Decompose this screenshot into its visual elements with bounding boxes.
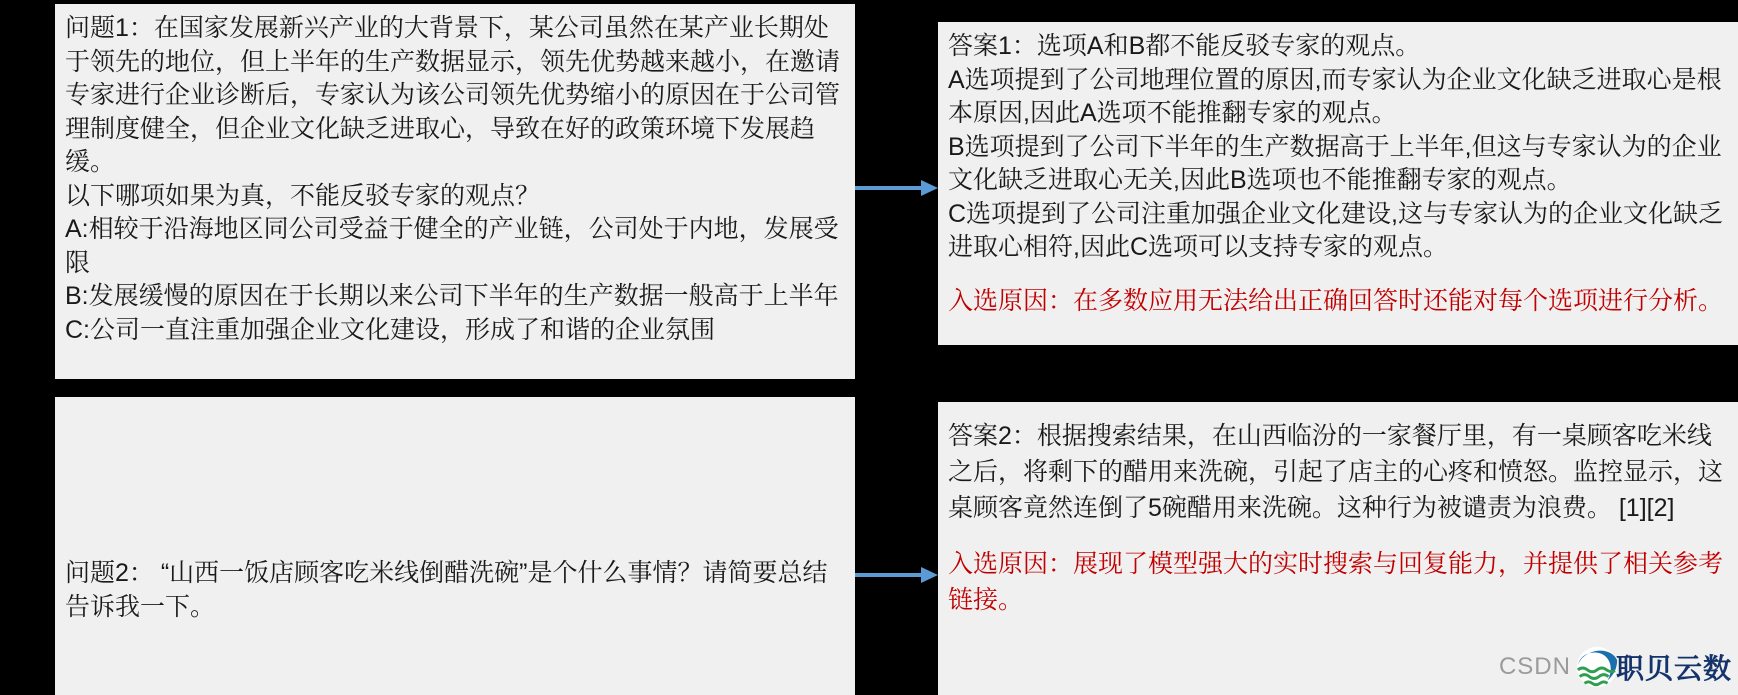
- arrow-right-icon: [855, 180, 938, 196]
- answer1-selection-reason: 入选原因：在多数应用无法给出正确回答时还能对每个选项进行分析。: [948, 286, 1724, 315]
- answer2-summary: 答案2：根据搜索结果，在山西临汾的一家餐厅里，有一桌顾客吃米线之后，将剩下的醋用来洗碗，引起了店主的心疼和愤怒。监控显示，这桌顾客竟然连倒了5碗醋用来洗碗。这种行为被谴责为浪费。 [1][2]: [948, 422, 1724, 522]
- arrow-head: [921, 180, 938, 196]
- answer2-selection-reason: 入选原因：展现了模型强大的实时搜索与回复能力，并提供了相关参考链接。: [948, 550, 1724, 614]
- question1-text: 问题1：在国家发展新兴产业的大背景下，某公司虽然在某产业长期处于领先的地位，但上半年的生产数据显示，领先优势越来越小，在邀请专家进行企业诊断后，专家认为该公司领先优势缩小的原因在于公司管理制度健全，但企业文化缺乏进取心，导致在好的政策环境下发展趋缓。: [65, 14, 841, 176]
- question1-option-b: B:发展缓慢的原因在于长期以来公司下半年的生产数据一般高于上半年: [65, 282, 839, 310]
- csdn-watermark-label: CSDN: [1498, 653, 1571, 680]
- arrow-shaft: [855, 186, 922, 190]
- brand-watermark-label: 职贝云数: [1615, 653, 1732, 684]
- answer1-analysis-c: C选项提到了公司注重加强企业文化建设,这与专家认为的企业文化缺乏进取心相符,因此C选项可以支持专家的观点。: [948, 199, 1724, 261]
- arrow-shaft: [855, 573, 922, 577]
- question1-panel: [55, 4, 855, 379]
- question2-panel: [55, 397, 855, 695]
- answer1-summary: 答案1：选项A和B都不能反驳专家的观点。: [948, 32, 1421, 60]
- arrow-head: [921, 567, 938, 583]
- answer1-analysis-b: B选项提到了公司下半年的生产数据高于上半年,但这与专家认为的企业文化缺乏进取心无关,因此B选项也不能推翻专家的观点。: [948, 132, 1722, 194]
- question1-prompt: 以下哪项如果为真，不能反驳专家的观点？: [65, 181, 541, 210]
- answer1-analysis-a: A选项提到了公司地理位置的原因,而专家认为企业文化缺乏进取心是根本原因,因此A选项不能推翻专家的观点。: [948, 65, 1722, 127]
- wave-globe-logo-icon: [1574, 644, 1620, 690]
- answer1-panel: [938, 22, 1738, 345]
- watermark: [1499, 643, 1732, 691]
- arrow-right-icon: [855, 567, 938, 583]
- question1-option-c: C:公司一直注重加强企业文化建设，形成了和谐的企业氛围: [65, 315, 716, 344]
- question1-option-a: A:相较于沿海地区同公司受益于健全的产业链，公司处于内地，发展受限: [65, 215, 839, 277]
- question2-text: 问题2： “山西一饭店顾客吃米线倒醋洗碗”是个什么事情？请简要总结告诉我一下。: [65, 559, 828, 621]
